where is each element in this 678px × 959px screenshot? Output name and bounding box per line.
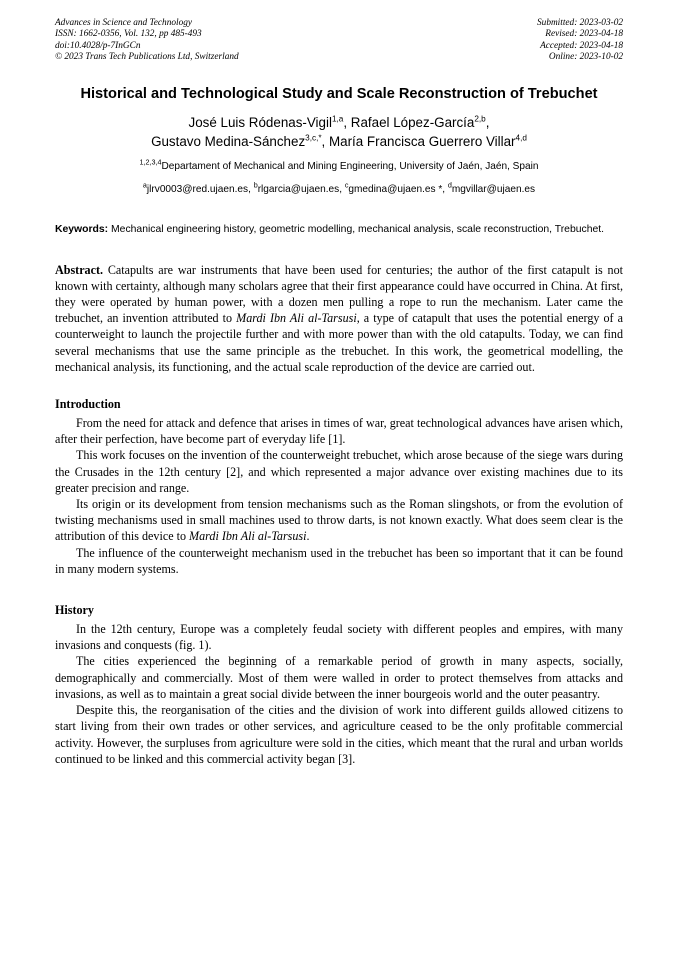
- section-heading-history: History: [55, 603, 94, 618]
- journal-issn: ISSN: 1662-0356, Vol. 132, pp 485-493: [55, 29, 202, 40]
- abstract-text-part2: , a type of catapult that uses the potential energy of a counterweight to launch the projectile further and with more power than with the old catapults. Today, we can find several mechanisms that use the same principle as the trebuchet. In this work, the geometrical modelling, the mechanical analysis, its functioning, and the actual scale reproduction of the device are carried out.: [55, 311, 623, 374]
- journal-doi: doi:10.4028/p-7InGCn: [55, 40, 141, 51]
- author-separator: ,: [343, 115, 351, 131]
- history-paragraph-1: In the 12th century, Europe was a completely feudal society with different peoples and empires, with many invasions and conquests (fig. 1).: [55, 622, 623, 653]
- date-revised: Revised: 2023-04-18: [545, 29, 623, 40]
- email-mark: a: [142, 180, 147, 190]
- affiliation-text: Departament of Mechanical and Mining Engineering, University of Jaén, Jaén, Spain: [161, 161, 539, 173]
- introduction-p3-italic-term: Mardi Ibn Ali al-Tarsusi: [189, 529, 307, 544]
- email-address[interactable]: gmedina@ujaen.es *: [348, 184, 443, 196]
- author-entry: [329, 134, 527, 149]
- abstract-text-part1: Catapults are war instruments that have been used for centuries; the author of the first catapult is not known with certainty, although many scholars agree that their first appearance could have occurred in China. At first, they were operated by human power, with a dozen men pulling a rope to run the mechanism. Later came the trebuchet, an invention attributed to: [55, 262, 623, 326]
- date-submitted: Submitted: 2023-03-02: [537, 18, 623, 28]
- abstract-block: [55, 262, 623, 375]
- keywords-text: Mechanical engineering history, geometric modelling, mechanical analysis, scale reconstruction, Trebuchet.: [108, 224, 605, 236]
- author-name: Rafael López-García: [350, 115, 475, 131]
- affiliation-marks: 1,2,3,4: [139, 157, 162, 167]
- introduction-paragraph-4: The influence of the counterweight mechanism used in the trebuchet has been so important that it can be found in many modern systems.: [55, 545, 623, 576]
- author-entry: [189, 115, 351, 130]
- journal-name: Advances in Science and Technology: [55, 18, 193, 28]
- keywords-label: Keywords:: [55, 224, 109, 236]
- author-entry: [351, 115, 490, 130]
- email-address[interactable]: rlgarcia@ujaen.es: [257, 184, 340, 196]
- date-online: Online: 2023-10-02: [548, 52, 623, 63]
- email-address[interactable]: jlrv0003@red.ujaen.es: [146, 184, 249, 196]
- introduction-p3-part2: .: [306, 529, 310, 544]
- page-title: Historical and Technological Study and Scale Reconstruction of Trebuchet: [80, 85, 598, 102]
- author-affiliation-marks: 3,c,*: [305, 133, 322, 143]
- email-separator: ,: [248, 184, 254, 196]
- author-entry: [151, 134, 329, 149]
- section-heading-introduction: Introduction: [55, 397, 121, 412]
- author-emails: [55, 180, 623, 197]
- masthead-dates: [537, 18, 623, 64]
- journal-masthead: [55, 18, 623, 66]
- author-name: Gustavo Medina-Sánchez: [151, 134, 306, 150]
- email-address[interactable]: mgvillar@ujaen.es: [451, 184, 536, 196]
- author-separator: ,: [321, 134, 329, 150]
- author-name: José Luis Ródenas-Vigil: [188, 115, 332, 131]
- journal-copyright: © 2023 Trans Tech Publications Ltd, Switzerland: [55, 52, 239, 63]
- author-list: [55, 113, 623, 151]
- email-mark: b: [253, 180, 258, 190]
- date-accepted: Accepted: 2023-04-18: [540, 40, 623, 51]
- keywords-block: [55, 223, 623, 237]
- abstract-label: Abstract.: [55, 262, 104, 277]
- email-separator: ,: [339, 184, 345, 196]
- abstract-italic-term: Mardi Ibn Ali al-Tarsusi: [236, 311, 357, 326]
- history-paragraph-2: The cities experienced the beginning of a remarkable period of growth in many aspects, socially, demographically and commercially. Most of them were walled in order to protect themselves from attacks and invasions, as well as to maintain a great social divide between the inner bourgeois world and the outer peasantry.: [55, 654, 623, 701]
- history-paragraph-3: Despite this, the reorganisation of the cities and the division of work into different guilds allowed citizens to start living from their own trades or other services, and agriculture ceased to be the only profitable commercial activity. However, the surpluses from agriculture were sold in the cities, which meant that the rural and urban worlds continued to be linked and this commercial activity began [3].: [55, 703, 623, 766]
- author-affiliation-marks: 4,d: [515, 133, 527, 143]
- affiliation-line: [55, 157, 623, 174]
- email-mark: c: [344, 180, 349, 190]
- introduction-paragraph-1: From the need for attack and defence that arises in times of war, great technological advances have arisen which, after their perfection, have become part of everyday life [1].: [55, 416, 623, 447]
- introduction-p3-part1: Its origin or its development from tension mechanisms such as the Roman slingshots, or from the evolution of twisting mechanisms used in small machines used to throw darts, is not known exactly. What does seem clear is the attribution of this device to: [55, 497, 623, 544]
- section-introduction: [55, 396, 623, 577]
- author-affiliation-marks: 2,b: [474, 114, 486, 124]
- introduction-paragraph-3: [55, 496, 623, 545]
- author-name: María Francisca Guerrero Villar: [328, 134, 516, 150]
- introduction-paragraph-2: This work focuses on the invention of the counterweight trebuchet, which arose because of the siege wars during the Crusades in the 12th century [2], and which represented a major advance over existing machines due to its greater precision and range.: [55, 448, 623, 495]
- author-affiliation-marks: 1,a: [331, 114, 344, 124]
- section-history: [55, 602, 623, 767]
- author-separator: ,: [485, 115, 490, 131]
- email-separator: ,: [442, 184, 448, 196]
- email-mark: d: [447, 180, 452, 190]
- masthead-journal-info: [55, 18, 239, 64]
